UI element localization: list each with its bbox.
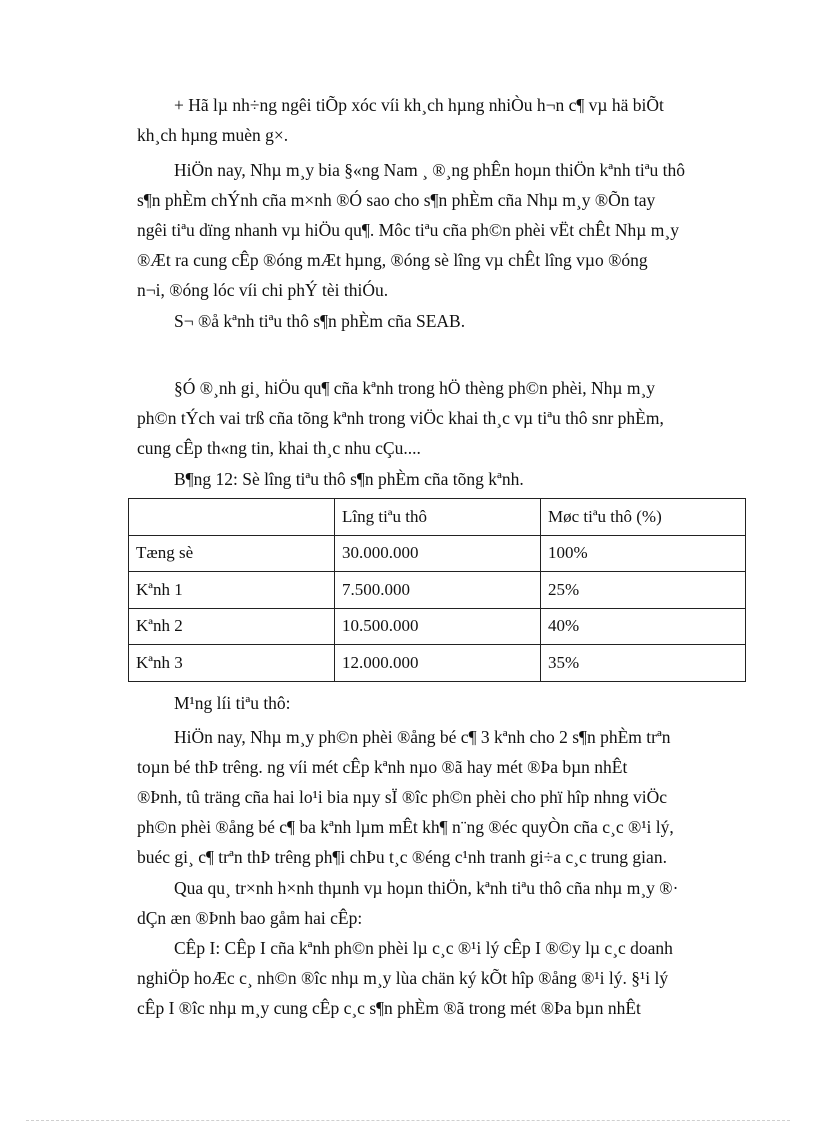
table-caption: B¶ng 12: Sè lîng tiªu thô s¶n phÈm cña tõng kªnh. — [174, 469, 524, 489]
table-cell: 30.000.000 — [335, 535, 541, 572]
table-header-row — [129, 499, 746, 536]
text-line: CÊp I: CÊp I cña kªnh ph©n phèi lµ c¸c ®¹i lý cÊp I ®©y lµ c¸c doanh — [174, 938, 673, 958]
text-line: nghiÖp hoÆc c¸ nh©n ®îc nhµ m¸y lùa chän ký kÕt hîp ®ång ®¹i lý. §¹i lý — [137, 968, 669, 988]
table-cell: Kªnh 3 — [129, 645, 335, 682]
table-cell: 100% — [541, 535, 746, 572]
sales-by-channel-table — [128, 498, 746, 682]
text-line: n¬i, ®óng lóc víi chi phÝ tèi thiÓu. — [137, 280, 389, 300]
page-bottom-divider — [26, 1120, 790, 1121]
text-line: buéc gi¸ c¶ trªn thÞ trêng ph¶i chÞu t¸c ®éng c¹nh tranh gi÷a c¸c trung gian. — [137, 847, 667, 867]
text-line: ph©n tÝch vai trß cña tõng kªnh trong viÖc khai th¸c vµ tiªu thô snr phÈm, — [137, 408, 664, 428]
table-row — [129, 572, 746, 609]
table-cell: 7.500.000 — [335, 572, 541, 609]
text-line: S¬ ®å kªnh tiªu thô s¶n phÈm cña SEAB. — [174, 311, 466, 331]
text-line: Qua qu¸ tr×nh h×nh thµnh vµ hoµn thiÖn, kªnh tiªu thô cña nhµ m¸y ®· — [174, 878, 679, 898]
text-line: kh¸ch hµng muèn g×. — [137, 125, 289, 145]
paragraph-distribution-goal — [137, 155, 739, 305]
text-line: ®Þnh, tû träng cña hai lo¹i bia nµy sÏ ®îc ph©n phèi cho phï hîp nhng viÖc — [137, 787, 668, 807]
text-line: ph©n phèi ®ång bé c¶ ba kªnh lµm mÊt kh¶ n¨ng ®éc quyÒn cña c¸c ®¹i lý, — [137, 817, 674, 837]
paragraph-two-levels — [137, 873, 739, 933]
paragraph-diagram-title — [137, 306, 739, 336]
table-row — [129, 608, 746, 645]
table-cell: Kªnh 2 — [129, 608, 335, 645]
table-cell: 10.500.000 — [335, 608, 541, 645]
table-header-cell: Møc tiªu thô (%) — [541, 499, 746, 536]
text-line: cÊp I ®îc nhµ m¸y cung cÊp c¸c s¶n phÈm ®ã trong mét ®Þa bµn nhÊt — [137, 998, 641, 1018]
text-line: toµn bé thÞ trêng. ng víi mét cÊp kªnh nµo ®ã hay mét ®Þa bµn nhÊt — [137, 757, 628, 777]
text-line: HiÖn nay, Nhµ m¸y bia §«ng Nam ¸ ®¸ng phÊn hoµn thiÖn kªnh tiªu thô — [174, 160, 686, 180]
text-line: §Ó ®¸nh gi¸ hiÖu qu¶ cña kªnh trong hÖ thèng ph©n phèi, Nhµ m¸y — [174, 378, 656, 398]
paragraph-sales-staff — [137, 90, 739, 150]
table-header-cell: Lîng tiªu thô — [335, 499, 541, 536]
table-row — [129, 535, 746, 572]
table-cell: Tæng sè — [129, 535, 335, 572]
paragraph-channel-evaluation — [137, 373, 739, 463]
text-line: dÇn æn ®Þnh bao gåm hai cÊp: — [137, 908, 363, 928]
paragraph-level-one — [137, 933, 739, 1023]
text-line: ngêi tiªu dïng nhanh vµ hiÖu qu¶. Môc tiªu cña ph©n phèi vËt chÊt Nhµ m¸y — [137, 220, 679, 240]
table-row — [129, 645, 746, 682]
text-line: cung cÊp th«ng tin, khai th¸c nhu cÇu.... — [137, 438, 421, 458]
text-line: + Hã lµ nh÷ng ngêi tiÕp xóc víi kh¸ch hµng nhiÒu h¬n c¶ vµ hä biÕt — [174, 95, 664, 115]
text-line: ®Æt ra cung cÊp ®óng mÆt hµng, ®óng sè lîng vµ chÊt lîng vµo ®óng — [137, 250, 648, 270]
text-line: s¶n phÈm chÝnh cña m×nh ®Ó sao cho s¶n phÈm cña Nhµ m¸y ®Õn tay — [137, 190, 656, 210]
table-cell: Kªnh 1 — [129, 572, 335, 609]
paragraph-network-heading — [137, 688, 739, 718]
table-header-cell — [129, 499, 335, 536]
table-cell: 35% — [541, 645, 746, 682]
text-line: M¹ng líi tiªu thô: — [174, 693, 291, 713]
table-cell: 12.000.000 — [335, 645, 541, 682]
table-cell: 25% — [541, 572, 746, 609]
table-cell: 40% — [541, 608, 746, 645]
paragraph-distribution-sync — [137, 722, 739, 872]
text-line: HiÖn nay, Nhµ m¸y ph©n phèi ®ång bé c¶ 3 kªnh cho 2 s¶n phÈm trªn — [174, 727, 671, 747]
